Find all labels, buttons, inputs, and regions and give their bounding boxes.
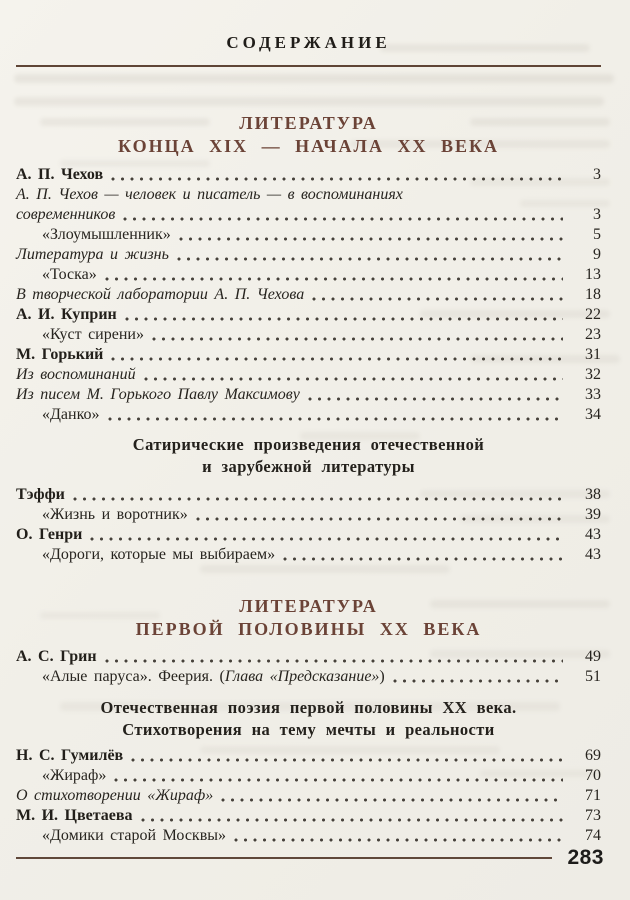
toc-section (16, 697, 601, 846)
entry-text-part: О. Генри (16, 526, 83, 543)
entry-text-part: Глава «Предсказание» (224, 668, 380, 685)
toc-rows (16, 485, 601, 565)
dot-leader (133, 806, 567, 826)
entry-text-part: Литература и жизнь (16, 246, 169, 263)
entry-text-part: А. И. Куприн (16, 306, 117, 323)
entry-text-part: Из воспоминаний (16, 366, 136, 383)
entry-text-part: А. С. Грин (16, 648, 97, 665)
toc-entry-row (16, 305, 601, 325)
entry-text-part: Тэффи (16, 486, 65, 503)
toc-section (16, 595, 601, 687)
toc-entry-row (16, 385, 601, 405)
entry-page-number: 70 (585, 767, 601, 784)
toc-entry-row (16, 746, 601, 766)
entry-text (42, 265, 97, 285)
toc-entry-row (16, 766, 601, 786)
entry-text-part: «Дороги, которые мы выбираем» (42, 546, 276, 563)
toc-section (16, 112, 601, 425)
entry-page-number: 34 (585, 406, 601, 423)
entry-text (16, 185, 403, 205)
entry-page-number: 13 (585, 266, 601, 283)
entry-text (16, 746, 123, 766)
entry-text-part: О стихотворении «Жираф» (16, 787, 214, 804)
entry-text (16, 245, 169, 265)
section-heading (16, 112, 601, 158)
toc-entry-row (16, 405, 601, 425)
entry-text (42, 826, 226, 846)
dot-leader (97, 265, 567, 285)
dot-leader (169, 245, 567, 265)
toc-rows (16, 647, 601, 687)
toc-entry-row (16, 545, 601, 565)
entry-text-part: В творческой лаборатории А. П. Чехова (16, 286, 305, 303)
entry-text-part: М. Горький (16, 346, 104, 363)
dot-leader (100, 405, 567, 425)
entry-page-number: 74 (585, 827, 601, 844)
entry-page-number: 39 (585, 506, 601, 523)
dot-leader (65, 485, 567, 505)
entry-page-number: 31 (585, 346, 601, 363)
entry-text-part: «Домики старой Москвы» (42, 827, 226, 844)
entry-page-number: 32 (585, 366, 601, 383)
entry-page-number: 69 (585, 747, 601, 764)
toc-rows (16, 746, 601, 846)
section-heading-line: Сатирические произведения отечественной (132, 435, 485, 454)
toc-entry-row (16, 225, 601, 245)
section-heading (16, 697, 601, 741)
toc-entry-row (16, 505, 601, 525)
dot-leader (97, 647, 567, 667)
entry-text-part: «Жираф» (42, 767, 107, 784)
entry-text-part: «Злоумышленник» (42, 226, 171, 243)
dot-leader (188, 505, 567, 525)
dot-leader (171, 225, 567, 245)
entry-page-number: 73 (585, 807, 601, 824)
toc-entry-row (16, 345, 601, 365)
dot-leader (144, 325, 567, 345)
entry-page-number: 71 (585, 787, 601, 804)
entry-text-part: «Алые паруса». Феерия. ( (42, 668, 225, 685)
entry-page-number: 38 (585, 486, 601, 503)
entry-text-part: А. П. Чехов — человек и писатель — в воспоминаниях (16, 186, 403, 203)
entry-text (16, 786, 213, 806)
section-heading-line: Стихотворения на тему мечты и реальности (122, 720, 495, 739)
entry-text (42, 405, 100, 425)
entry-text-part: А. П. Чехов (16, 166, 104, 183)
entry-page-number: 3 (593, 206, 601, 223)
section-heading (16, 595, 601, 641)
entry-text (16, 806, 133, 826)
toc-entry-row (16, 647, 601, 667)
toc-entry-row (16, 365, 601, 385)
entry-page-number: 33 (585, 386, 601, 403)
dot-leader (304, 285, 567, 305)
entry-text-part: М. И. Цветаева (16, 807, 133, 824)
entry-text-part: современников (16, 206, 116, 223)
entry-text-part: «Куст сирени» (42, 326, 144, 343)
dot-leader (123, 746, 567, 766)
dot-leader (117, 305, 567, 325)
toc-entry-row (16, 667, 601, 687)
entry-page-number: 9 (593, 246, 601, 263)
toc-entry-row (16, 325, 601, 345)
dot-leader (115, 205, 567, 225)
entry-page-number: 3 (593, 166, 601, 183)
section-heading-line: Отечественная поэзия первой половины XX века. (100, 698, 517, 717)
entry-text (16, 365, 136, 385)
dot-leader (82, 525, 567, 545)
toc-entry-row (16, 786, 601, 806)
entry-text (16, 525, 82, 545)
header-rule (16, 65, 601, 67)
dot-leader (106, 766, 567, 786)
entry-text (16, 205, 115, 225)
page-footer (16, 846, 604, 870)
entry-page-number: 43 (585, 526, 601, 543)
section-heading (16, 434, 601, 478)
entry-text (42, 667, 385, 687)
entry-page-number: 18 (585, 286, 601, 303)
dot-leader (275, 545, 567, 565)
dot-leader (136, 365, 567, 385)
entry-text-part: ) (379, 668, 385, 685)
dot-leader (385, 667, 567, 687)
entry-page-number: 22 (585, 306, 601, 323)
toc-rows (16, 165, 601, 425)
entry-text (16, 345, 103, 365)
entry-text (42, 505, 188, 525)
toc-entry-row (16, 165, 601, 185)
entry-text (42, 766, 106, 786)
entry-text (16, 285, 304, 305)
entry-page-number: 43 (585, 546, 601, 563)
toc-entry-row (16, 826, 601, 846)
entry-text-part: «Данко» (42, 406, 100, 423)
toc-entry-row (16, 485, 601, 505)
entry-text (16, 647, 97, 667)
entry-page-number: 49 (585, 648, 601, 665)
toc-entry-row (16, 245, 601, 265)
section-heading-line: КОНЦА XIX — НАЧАЛА XX ВЕКА (117, 136, 500, 156)
footer-rule (16, 857, 552, 859)
page-title: СОДЕРЖАНИЕ (226, 33, 391, 52)
toc-section (16, 434, 601, 565)
dot-leader (226, 826, 567, 846)
entry-text-part: «Тоска» (42, 266, 97, 283)
toc-entry-row (16, 525, 601, 545)
dot-leader (103, 165, 567, 185)
toc-entry-row (16, 185, 601, 205)
entry-text-part: Н. С. Гумилёв (16, 747, 124, 764)
toc-sections (16, 112, 601, 846)
section-heading-line: ЛИТЕРАТУРА (239, 596, 378, 616)
toc-entry-row (16, 285, 601, 305)
entry-text (42, 225, 171, 245)
page-number: 283 (567, 846, 604, 869)
entry-text-part: Из писем М. Горького Павлу Максимову (16, 386, 300, 403)
entry-page-number: 51 (585, 668, 601, 685)
toc-entry-row (16, 265, 601, 285)
entry-text (16, 485, 65, 505)
dot-leader (213, 786, 567, 806)
toc-entry-row (16, 205, 601, 225)
dot-leader (300, 385, 567, 405)
section-heading-line: ПЕРВОЙ ПОЛОВИНЫ XX ВЕКА (135, 619, 482, 639)
dot-leader (103, 345, 567, 365)
entry-text (42, 325, 144, 345)
entry-text (16, 385, 300, 405)
entry-page-number: 5 (593, 226, 601, 243)
entry-text-part: «Жизнь и воротник» (42, 506, 188, 523)
entry-text (42, 545, 275, 565)
entry-text (16, 305, 117, 325)
toc-entry-row (16, 806, 601, 826)
section-heading-line: и зарубежной литературы (202, 457, 415, 476)
entry-text (16, 165, 103, 185)
entry-page-number: 23 (585, 326, 601, 343)
section-heading-line: ЛИТЕРАТУРА (239, 113, 378, 133)
